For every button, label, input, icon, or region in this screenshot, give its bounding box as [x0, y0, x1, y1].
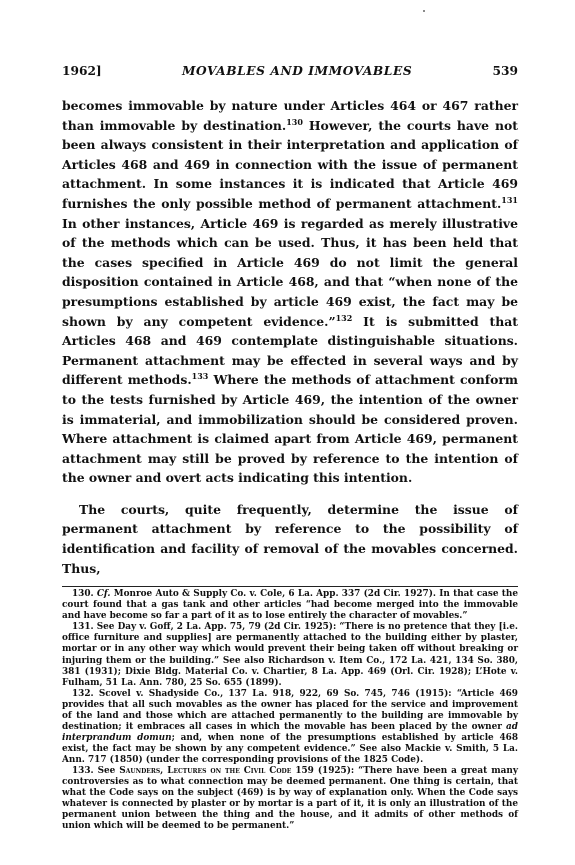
header-title: MOVABLES AND IMMOVABLES [181, 64, 413, 78]
footnote-ref-133[interactable]: 133 [191, 371, 209, 382]
footnote-ref-130[interactable]: 130 [286, 116, 303, 127]
footnote-133-number: 133. See [72, 766, 120, 776]
para1-sentence-3: In other instances, Article 469 is regarded as merely illustrative of the methods which can be used. Thus, it has been held that the cases specified in Article 469 do not limit the general disposition contained in Article 468, and that “when none of the presumptions established by article 469 exist, the fact may be shown by any competent evidence.” [62, 215, 518, 329]
footnote-130-number: 130. [72, 589, 97, 600]
page-number: 539 [492, 64, 518, 78]
para1-sentence-5: Where the methods of attachment conform to the tests furnished by Article 469, the intention of the owner is immaterial, and immobilization should be considered proven. Where attachment is claimed apart from Article 469, permanent attachment may still be proved by reference to the intention of the owner and overt acts indicating this intention. [62, 372, 518, 486]
footnote-131: 131. See Day v. Goff, 2 La. App. 75, 79 (2d Cir. 1925): “There is no pretence that they [i.e. office furniture and supplies] are permanently attached to the building either by plaster, mortar or in any other way which would prevent their being taken off without breaking or injuring them or the building.” See also Richardson v. Item Co., 172 La. 421, 134 So. 380, 381 (1931); Dixie Bldg. Material Co. v. Chartier, 8 La. App. 469 (Orl. Cir. 1928); L’Hote v. Fulham, 51 La. Ann. 780, 25 So. 655 (1899). [62, 622, 518, 688]
running-header [62, 64, 518, 78]
scan-speck [423, 10, 425, 12]
footnote-132-latin: ad interprandum domun [62, 721, 518, 743]
footnote-ref-132[interactable]: 132 [335, 312, 353, 323]
footnotes [62, 589, 518, 832]
para1-sentence-2: However, the courts have not been always consistent in their interpretation and application of Articles 468 and 469 in connection with the issue of permanent attachment. In some instances it is indicated that Article 469 furnishes the only possible method of permanent attachment. [62, 117, 518, 211]
para1-sentence-4: It is submitted that Articles 468 and 469 contemplate distinguishable situations. Permanent attachment may be effected in several ways and by different methods. [62, 313, 518, 388]
para1-sentence-1: becomes immovable by nature under Articles 464 or 467 rather than immovable by destination. [62, 98, 518, 133]
body-paragraph-2: The courts, quite frequently, determine the issue of permanent attachment by reference to the possibility of identification and facility of removal of the movables concerned. Thus, [62, 501, 518, 576]
footnote-132 [62, 689, 518, 766]
footnote-130 [62, 589, 518, 622]
footnote-130-text: Monroe Auto & Supply Co. v. Cole, 6 La. App. 337 (2d Cir. 1927). In that case the court found that a gas tank and other articles “had become merged into the immovable and have become so far a part of it as to lose entirely the character of movables.” [62, 589, 518, 622]
footnote-133 [62, 766, 518, 832]
footnote-divider [62, 586, 518, 587]
body-paragraph-1 [62, 96, 518, 488]
footnote-132-text-a: 132. Scovel v. Shadyside Co., 137 La. 918, 922, 69 So. 745, 746 (1915): “Article 469 provides that all such movables as the owner has placed for the service and improvement of the land and those which are attached permanently to the building are immovable by destination; it embraces all cases in which the movable has been placed by the owner [62, 688, 518, 732]
footnote-ref-131[interactable]: 131 [501, 194, 518, 205]
footnote-130-signal: Cf. [96, 589, 111, 600]
header-year: 1962] [62, 64, 102, 78]
footnote-133-source: Saunders, Lectures on the Civil Code [119, 766, 292, 776]
footnote-132-text-b: ; and, when none of the presumptions established by article 468 exist, the fact may be shown by any competent evidence.” See also Mackie v. Smith, 5 La. Ann. 717 (1850) (under the corresponding provisions of the 1825 Code). [62, 732, 519, 765]
law-review-page [62, 64, 518, 832]
footnote-133-text: 159 (1925): “There have been a great many controversies as to what connection may be deemed permanent. One thing is certain, that what the Code says on the subject (469) is by way of explanation only. When the Code says whatever is connected by plaster or by mortar is a part of it, it is only an illustration of the permanent union between the thing and the house, and it admits of other methods of union which will be deemed to be permanent.” [62, 766, 519, 832]
